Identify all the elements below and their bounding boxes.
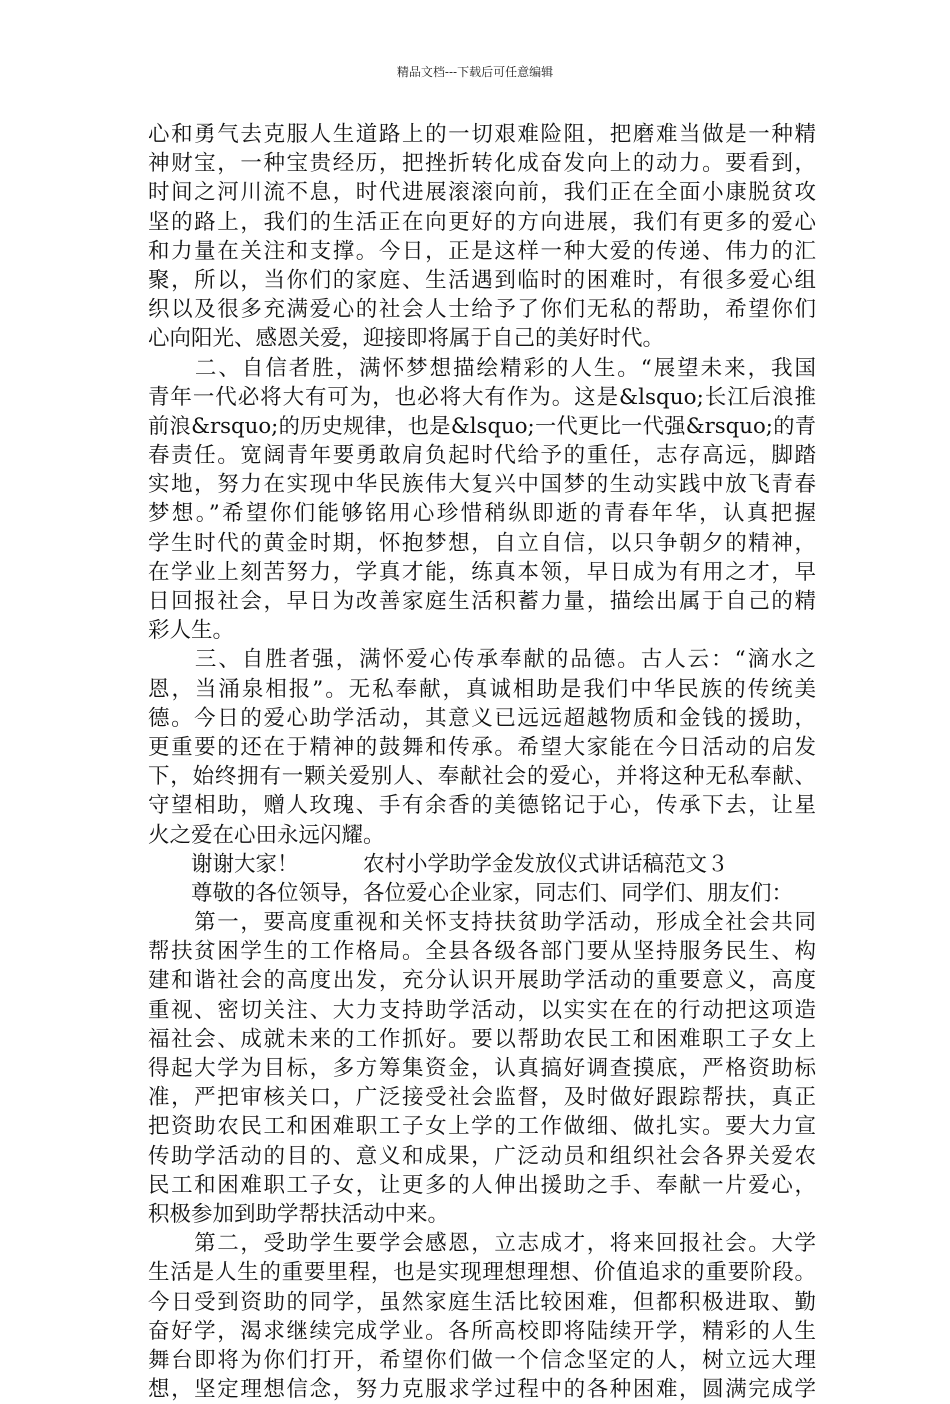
text-line: 帮扶贫困学生的工作格局。全县各级各部门要从坚持服务民生、构 [148,939,816,965]
text-line: 守望相助，赠人玫瑰、手有余香的美德铭记于心，传承下去，让星 [148,793,816,819]
text-line: 积极参加到助学帮扶活动中来。 [148,1201,450,1227]
text-line: 把资助农民工和困难职工子女上学的工作做细、做扎实。要大力宣 [148,1114,816,1140]
text-line: 三、自胜者强，满怀爱心传承奉献的品德。古人云：“滴水之 [148,647,816,673]
text-line: 想，坚定理想信念，努力克服求学过程中的各种困难，圆满完成学 [148,1377,816,1403]
text-line: 谢谢大家！ 农村小学助学金发放仪式讲话稿范文３ [148,851,729,877]
text-line: 和力量在关注和支撑。今日，正是这样一种大爱的传递、伟力的汇 [148,238,816,264]
text-line: 前浪&rsquo;的历史规律，也是&lsquo;一代更比一代强&rsquo;的青 [148,413,816,439]
text-line: 今日受到资助的同学，虽然家庭生活比较困难，但都积极进取、勤 [148,1289,816,1315]
text-line: 学生时代的黄金时期，怀抱梦想，自立自信，以只争朝夕的精神， [148,530,816,556]
text-line: 德。今日的爱心助学活动，其意义已远远超越物质和金钱的援助， [148,705,816,731]
text-line: 坚的路上，我们的生活正在向更好的方向进展，我们有更多的爱心 [148,209,816,235]
text-line: 生活是人生的重要里程，也是实现理想理想、价值追求的重要阶段。 [148,1260,816,1286]
text-line: 恩，当涌泉相报”。无私奉献，真诚相助是我们中华民族的传统美 [148,676,816,702]
text-line: 火之爱在心田永远闪耀。 [148,822,385,848]
document-body [148,120,816,1404]
text-line: 在学业上刻苦努力，学真才能，练真本领，早日成为有用之才，早 [148,559,816,585]
text-line: 织以及很多充满爱心的社会人士给予了你们无私的帮助，希望你们 [148,297,816,323]
text-line: 彩人生。 [148,618,235,644]
text-line: 更重要的还在于精神的鼓舞和传承。希望大家能在今日活动的启发 [148,734,816,760]
text-line: 重视、密切关注、大力支持助学活动，以实实在在的行动把这项造 [148,997,816,1023]
text-line: 时间之河川流不息，时代进展滚滚向前，我们正在全面小康脱贫攻 [148,180,816,206]
text-line: 准，严把审核关口，广泛接受社会监督，及时做好跟踪帮扶，真正 [148,1085,816,1111]
text-line: 下，始终拥有一颗关爱别人、奉献社会的爱心，并将这种无私奉献、 [148,764,816,790]
text-line: 日回报社会，早日为改善家庭生活积蓄力量，描绘出属于自己的精 [148,589,816,614]
text-line: 青年一代必将大有可为，也必将大有作为。这是&lsquo;长江后浪推 [148,384,816,410]
text-line: 传助学活动的目的、意义和成果，广泛动员和组织社会各界关爱农 [148,1143,816,1169]
text-line: 神财宝，一种宝贵经历，把挫折转化成奋发向上的动力。要看到， [148,151,816,177]
text-line: 奋好学，渴求继续完成学业。各所高校即将陆续开学，精彩的人生 [148,1318,816,1344]
text-line: 第二，受助学生要学会感恩，立志成才，将来回报社会。大学 [148,1231,816,1257]
text-line: 梦想。”希望你们能够铭用心珍惜稍纵即逝的青春年华，认真把握 [148,501,816,527]
text-line: 民工和困难职工子女，让更多的人伸出援助之手、奉献一片爱心， [148,1172,816,1198]
text-line: 春责任。宽阔青年要勇敢肩负起时代给予的重任，志存高远，脚踏 [148,443,816,469]
text-line: 二、自信者胜，满怀梦想描绘精彩的人生。“展望未来，我国 [148,355,816,381]
text-line: 舞台即将为你们打开，希望你们做一个信念坚定的人，树立远大理 [148,1347,816,1373]
text-line: 建和谐社会的高度出发，充分认识开展助学活动的重要意义，高度 [148,968,816,994]
text-line: 尊敬的各位领导，各位爱心企业家，同志们、同学们、朋友们： [148,880,794,906]
text-line: 实地，努力在实现中华民族伟大复兴中国梦的生动实践中放飞青春 [148,472,816,498]
page-header: 精品文档---下载后可任意编辑 [396,65,554,79]
text-line: 福社会、成就未来的工作抓好。要以帮助农民工和困难职工子女上 [148,1026,816,1052]
text-line: 得起大学为目标，多方筹集资金，认真搞好调查摸底，严格资助标 [148,1056,816,1081]
text-line: 第一，要高度重视和关怀支持扶贫助学活动，形成全社会共同 [148,910,816,936]
text-line: 心向阳光、感恩关爱，迎接即将属于自己的美好时代。 [148,326,665,352]
text-line: 聚，所以，当你们的家庭、生活遇到临时的困难时，有很多爱心组 [148,267,816,293]
text-line: 心和勇气去克服人生道路上的一切艰难险阻，把磨难当做是一种精 [148,122,816,147]
